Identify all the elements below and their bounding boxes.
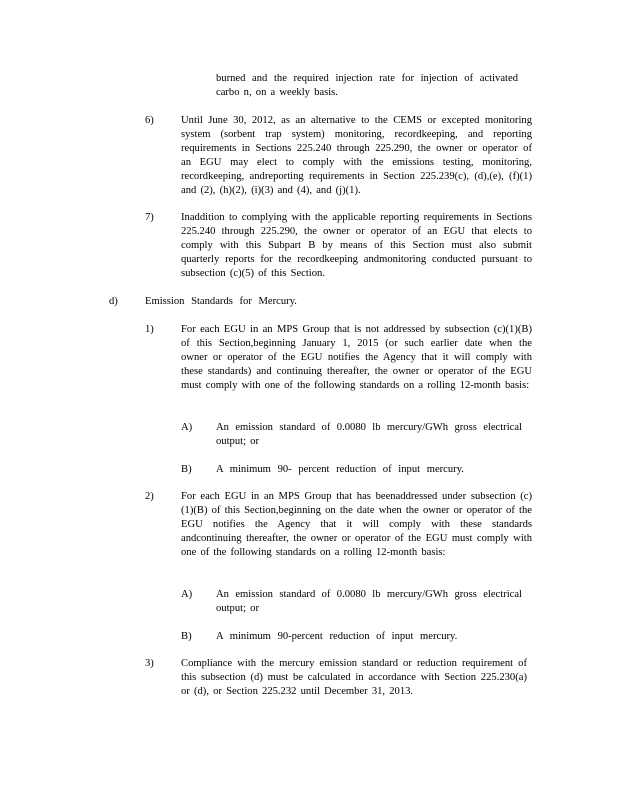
section-d-heading: Emission Standards for Mercury. [145,296,297,307]
d-item-1-sub-a-text: An emission standard of 0.0080 lb mercury/GWh gross electrical output; or [216,422,522,447]
d-item-2-number: 2) [145,491,154,502]
d-item-1-text: For each EGU in an MPS Group that is not addressed by subsection (c)(1)(B) of this Section,beginning January 1, 2015 (or such earlier date when the owner or operator of the EGU notifies the Agency that it will comply with these standards) and continuing thereafter, the owner or operator of the EGU must comply with one of the following standards on a rolling 12-month basis: [181,324,532,391]
d-item-1-sub-b-text: A minimum 90- percent reduction of input mercury. [216,464,464,475]
d-item-2-sub-a-letter: A) [181,589,193,600]
d-item-3-text: Compliance with the mercury emission standard or reduction requirement of this subsection (d) must be calculated in accordance with Section 225.230(a) or (d), or Section 225.232 until December 31, 2013. [181,658,527,697]
d-item-3-number: 3) [145,658,154,669]
d-item-2-text: For each EGU in an MPS Group that has beenaddressed under subsection (c)(1)(B) of this Section,beginning on the date when the owner or operator of the EGU notifies the Agency that it will comply with these standards andcontinuing thereafter, the owner or operator of the EGU must comply with one of the following standards on a rolling 12-month basis: [181,491,532,558]
d-item-2-sub-b-text: A minimum 90-percent reduction of input mercury. [216,631,458,642]
d-item-2-sub-b-letter: B) [181,631,192,642]
d-item-2-sub-a-text: An emission standard of 0.0080 lb mercury/GWh gross electrical output; or [216,589,522,614]
d-item-1-number: 1) [145,324,154,335]
section-d-letter: d) [109,296,118,307]
item-7-number: 7) [145,212,154,223]
continuation-paragraph: burned and the required injection rate for injection of activated carbo n, on a weekly basis. [216,73,518,98]
item-6-number: 6) [145,115,154,126]
item-7-text: Inaddition to complying with the applicable reporting requirements in Sections 225.240 through 225.290, the owner or operator of an EGU that elects to comply with this Subpart B by means of this Section must also submit quarterly reports for the recordkeeping andmonitoring conducted pursuant to subsection (c)(5) of this Section. [181,212,532,279]
d-item-1-sub-b-letter: B) [181,464,192,475]
d-item-1-sub-a-letter: A) [181,422,193,433]
item-6-text: Until June 30, 2012, as an alternative to the CEMS or excepted monitoring system (sorbent trap system) monitoring, recordkeeping, and reporting requirements in Sections 225.240 through 225.290, the owner or operator of an EGU may elect to comply with the emissions testing, monitoring, recordkeeping, andreporting requirements in Section 225.239(c), (d),(e), (f)(1) and (2), (h)(2), (i)(3) and (4), and (j)(1). [181,115,532,196]
